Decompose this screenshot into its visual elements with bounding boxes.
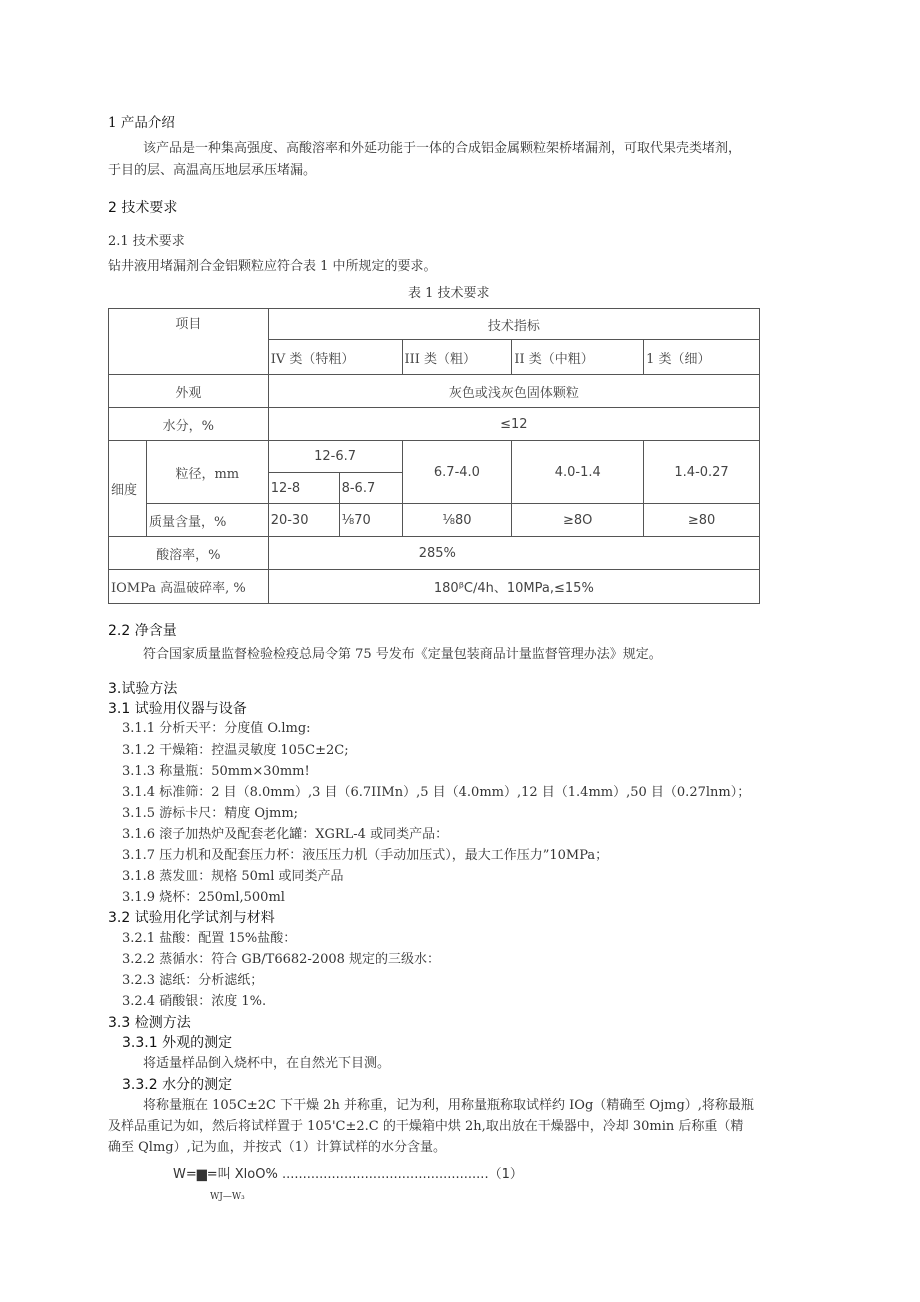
instrument-item: 3.1.5 游标卡尺：精度 Ojmm;: [122, 806, 299, 821]
instrument-item: 3.1.2 干燥箱：控温灵敏度 105C±2C;: [122, 743, 349, 758]
section-1-paragraph-line-2: 于目的层、高温高压地层承压堵漏。: [108, 163, 317, 178]
instrument-item: 3.1.6 滚子加热炉及配套老化罐：XGRL-4 或同类产品：: [122, 827, 449, 842]
fineness-label: 细度: [109, 441, 147, 537]
acid-solubility-label: 酸溶率，%: [109, 537, 269, 570]
section-3-3-2-line-1: 将称量瓶在 105C±2C 下干燥 2h 并称重，记为利，用称量瓶称取试样约 IOg（精确至 Ojmg）,将称最瓶: [143, 1098, 754, 1113]
instrument-item: 3.1.1 分析天平：分度值 O.lmg:: [122, 721, 311, 736]
tech-requirements-table: [108, 308, 760, 604]
particle-size-label: 粒径，mm: [146, 441, 268, 504]
crush-rate-label: IOMPa 高温破碎率, %: [109, 570, 269, 604]
section-2-2-text: 符合国家质量监督检验检疫总局令第 75 号发布《定量包装商品计量监督管理办法》规定。: [143, 647, 662, 662]
section-3-3-1-text: 将适量样品倒入烧杯中，在自然光下目测。: [143, 1056, 391, 1071]
section-3-3-1-heading: 3.3.1 外观的测定: [122, 1035, 233, 1051]
appearance-label: 外观: [109, 375, 269, 408]
reagent-item: 3.2.4 硝酸银：浓度 1%.: [122, 994, 267, 1009]
class-iii-header: III 类（粗）: [402, 340, 512, 375]
mass-content-label: 质量含量，%: [146, 504, 268, 537]
section-3-heading: 3.试验方法: [108, 681, 178, 697]
size-iv-value: 12-6.7: [268, 441, 402, 473]
section-2-1-heading: 2.1 技术要求: [108, 234, 185, 249]
size-iv-a-value: 12-8: [268, 473, 339, 504]
mass-iv-a-value: 20-30: [268, 504, 339, 537]
mass-i-value: ≥80: [644, 504, 760, 537]
instrument-item: 3.1.8 蒸发皿：规格 50ml 或同类产品: [122, 869, 344, 884]
instrument-item: 3.1.7 压力机和及配套压力杯：液压压力机（手动加压式），最大工作压力”10MPa；: [122, 848, 609, 863]
instrument-item: 3.1.4 标准筛：2 目（8.0mm）,3 目（6.7IIMn）,5 目（4.0mm）,12 目（1.4mm）,50 目（0.27lnm）；: [122, 785, 751, 800]
reagent-item: 3.2.2 蒸循水：符合 GB/T6682-2008 规定的三级水：: [122, 952, 441, 967]
reagent-item: 3.2.1 盐酸：配置 15%盐酸：: [122, 931, 297, 946]
section-3-3-2-heading: 3.3.2 水分的测定: [122, 1077, 233, 1093]
instrument-item: 3.1.9 烧杯：250ml,500ml: [122, 890, 285, 905]
reagent-item: 3.2.3 滤纸：分析滤纸；: [122, 973, 264, 988]
section-3-2-heading: 3.2 试验用化学试剂与材料: [108, 910, 275, 926]
instrument-item: 3.1.3 称量瓶：50mm×30mm!: [122, 764, 310, 779]
section-3-3-2-line-2: 及样品重记为如，然后将试样置于 105'C±2.C 的干燥箱中烘 2h,取出放在干燥器中，冷却 30min 后称重（精: [108, 1119, 744, 1134]
header-item: 项目: [109, 309, 269, 375]
size-i-value: 1.4-0.27: [644, 441, 760, 504]
moisture-label: 水分，%: [109, 408, 269, 441]
mass-iv-b-value: ⅛70: [339, 504, 402, 537]
moisture-formula: W=▆=叫 XloO% ..................................................（1）: [173, 1167, 523, 1182]
section-1-paragraph-line-1: 该产品是一种集高强度、高酸溶率和外延功能于一体的合成铝金属颗粒架桥堵漏剂，可取代果壳类堵剂，: [143, 141, 742, 156]
header-tech: 技术指标: [268, 309, 759, 340]
section-1-heading: 1 产品介绍: [108, 115, 175, 131]
mass-iii-value: ⅛80: [402, 504, 512, 537]
size-ii-value: 4.0-1.4: [512, 441, 644, 504]
appearance-value: 灰色或浅灰色固体颗粒: [268, 375, 759, 408]
class-iv-header: IV 类（特粗）: [268, 340, 402, 375]
section-3-3-heading: 3.3 检测方法: [108, 1015, 191, 1031]
mass-ii-value: ≥8O: [512, 504, 644, 537]
crush-rate-value: 180ᵝC∕4h、10MPa,≤15%: [268, 570, 759, 604]
size-iii-value: 6.7-4.0: [402, 441, 512, 504]
acid-solubility-value: 285%: [268, 537, 759, 570]
section-3-1-heading: 3.1 试验用仪器与设备: [108, 701, 247, 717]
moisture-value: ≤12: [268, 408, 759, 441]
table-caption: 表 1 技术要求: [408, 286, 490, 301]
moisture-formula-denominator: WJ—W₃: [210, 1192, 245, 1202]
section-3-3-2-line-3: 确至 Qlmg）,记为血，并按式（1）计算试样的水分含量。: [108, 1140, 447, 1155]
section-2-2-heading: 2.2 净含量: [108, 623, 177, 639]
section-2-1-text: 钻井液用堵漏剂合金铝颗粒应符合表 1 中所规定的要求。: [108, 259, 437, 274]
class-i-header: 1 类（细）: [644, 340, 760, 375]
size-iv-b-value: 8-6.7: [339, 473, 402, 504]
class-ii-header: II 类（中粗）: [512, 340, 644, 375]
section-2-heading: 2 技术要求: [108, 200, 178, 216]
